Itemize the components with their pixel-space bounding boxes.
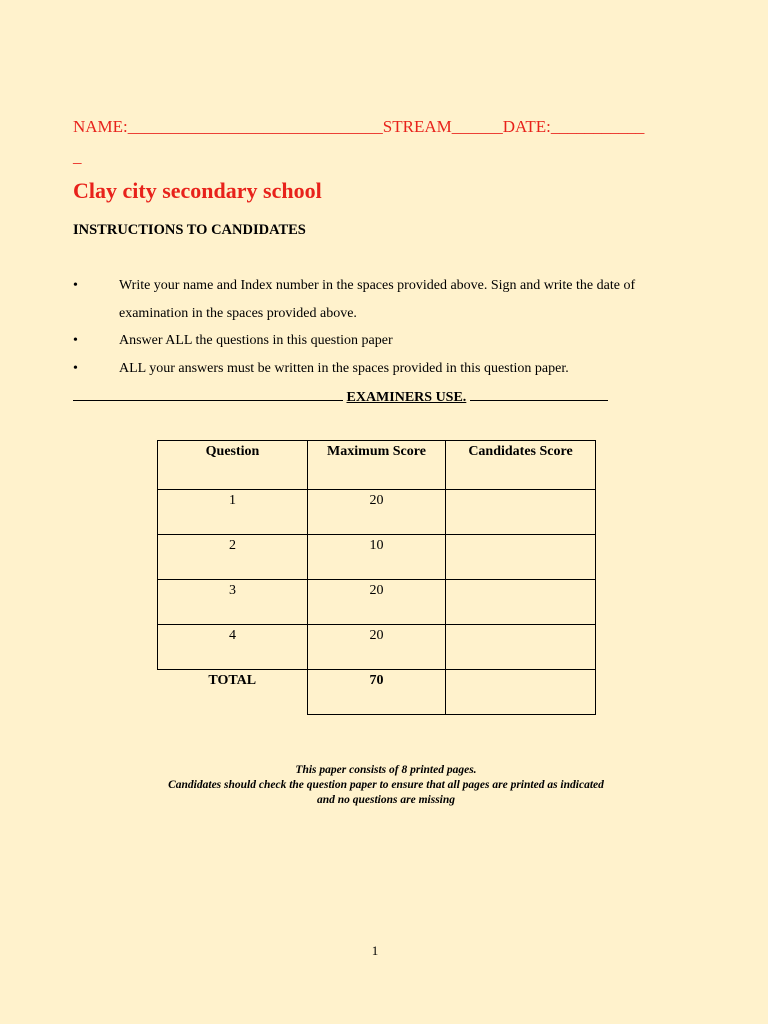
candidate-score-cell[interactable] [446, 535, 596, 580]
candidate-score-cell[interactable] [446, 490, 596, 535]
table-header-row [158, 441, 596, 490]
total-candidate-score-cell[interactable] [446, 670, 596, 715]
paper-footnote [0, 763, 768, 808]
table-row [158, 535, 596, 580]
candidate-score-cell[interactable] [446, 625, 596, 670]
footnote-line-missing: and no questions are missing [316, 794, 456, 806]
header-candidates-score: Candidates Score [446, 441, 596, 490]
footnote-line-check: Candidates should check the question paper to ensure that all pages are printed as indicated [168, 779, 604, 791]
question-number: 1 [158, 490, 308, 535]
instruction-item [73, 355, 693, 383]
header-maximum-score: Maximum Score [308, 441, 446, 490]
instruction-item [73, 272, 693, 327]
maximum-score: 10 [308, 535, 446, 580]
name-stream-date-line: NAME:______________________________STREAM______DATE:___________ [73, 117, 645, 136]
instruction-text: ALL your answers must be written in the spaces provided in this question paper. [119, 360, 569, 376]
maximum-score: 20 [308, 490, 446, 535]
table-row [158, 625, 596, 670]
question-number: 3 [158, 580, 308, 625]
examiners-use-line [73, 386, 608, 406]
table-row [158, 580, 596, 625]
table-row [158, 490, 596, 535]
instruction-item [73, 327, 693, 355]
table-total-row [158, 670, 596, 715]
maximum-score: 20 [308, 625, 446, 670]
instruction-text: Write your name and Index number in the spaces provided above. Sign and write the date of examination in the spaces provided above. [119, 278, 636, 321]
school-name: Clay city secondary school [73, 178, 322, 203]
candidate-score-cell[interactable] [446, 580, 596, 625]
bullet-icon: • [73, 333, 78, 348]
instructions-list [73, 272, 693, 382]
examiners-rule-left [73, 386, 343, 401]
instruction-text: Answer ALL the questions in this question paper [119, 333, 393, 348]
bullet-icon: • [73, 360, 78, 376]
total-maximum-score: 70 [308, 670, 446, 715]
score-table [157, 440, 596, 715]
maximum-score: 20 [308, 580, 446, 625]
footnote-line-pages: This paper consists of 8 printed pages. [295, 764, 477, 776]
page-number: 1 [371, 943, 379, 958]
total-label: TOTAL [158, 670, 308, 715]
question-number: 2 [158, 535, 308, 580]
name-line-continuation: _ [73, 147, 82, 166]
header-question: Question [158, 441, 308, 490]
examiners-rule-right [470, 386, 608, 401]
bullet-icon: • [73, 278, 78, 293]
question-number: 4 [158, 625, 308, 670]
instructions-heading: INSTRUCTIONS TO CANDIDATES [73, 222, 306, 238]
examiners-use-label: EXAMINERS USE. [346, 390, 467, 405]
